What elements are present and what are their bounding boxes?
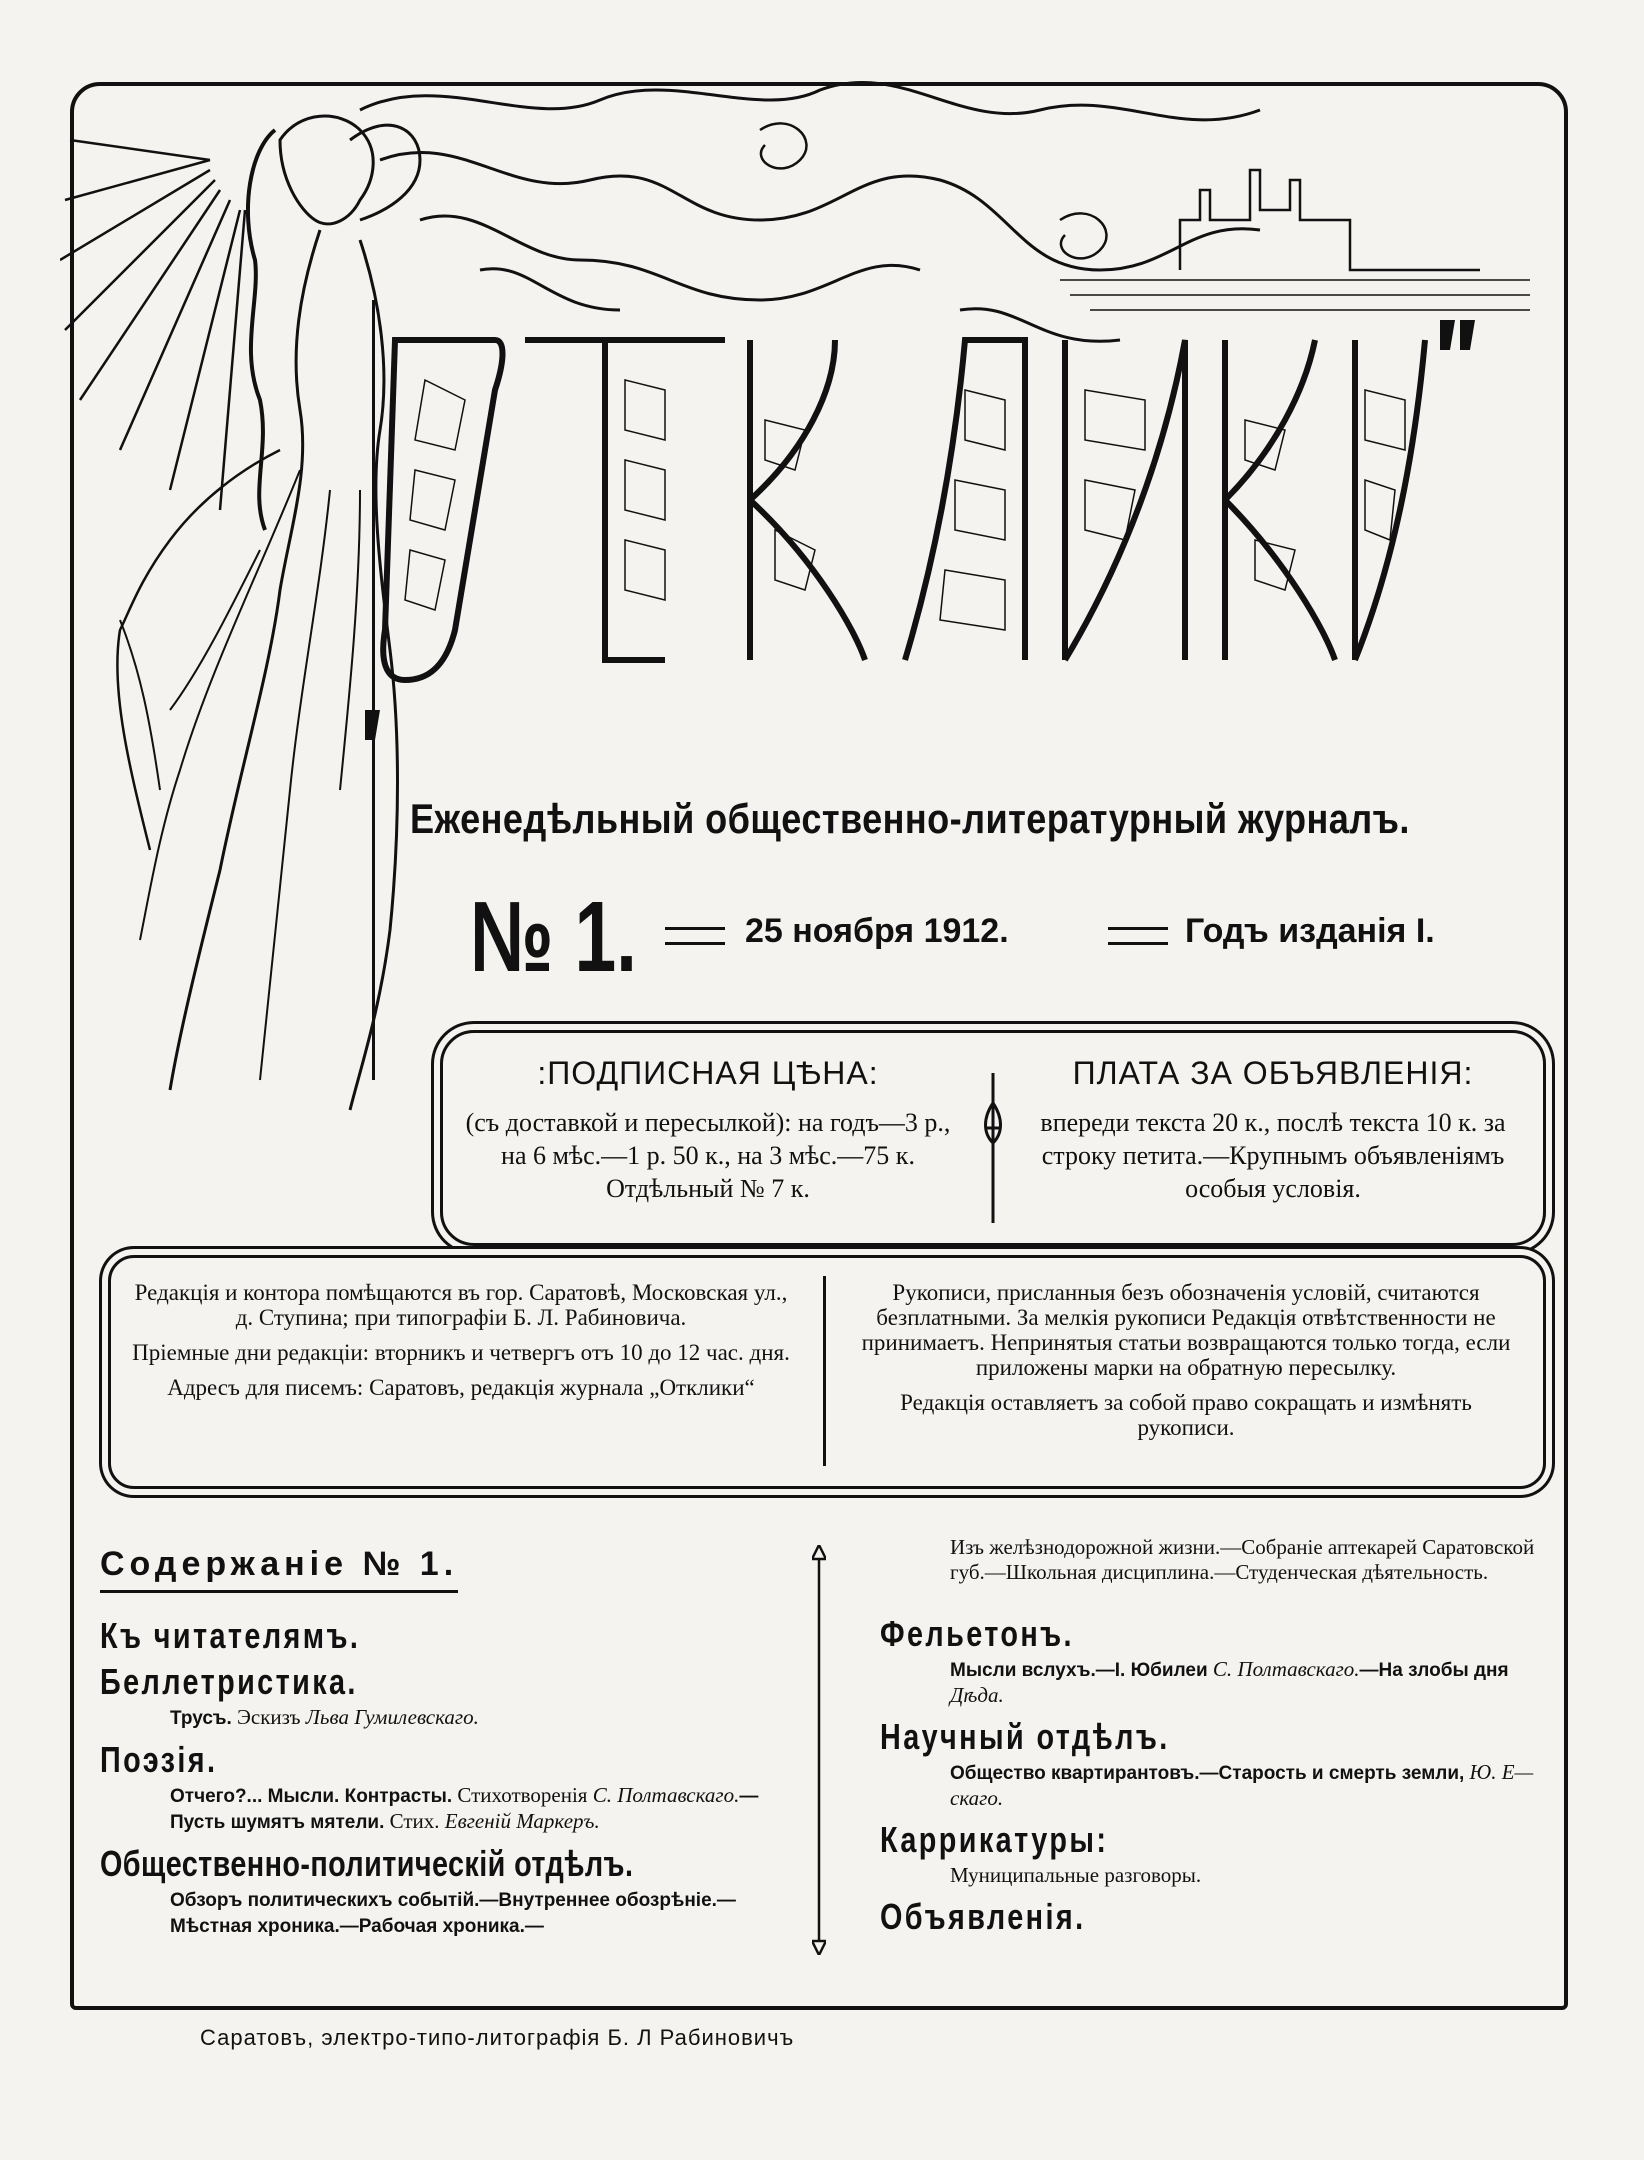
- entry-science: Общество квартирантовъ.—Старость и смерть земли, Ю. Е—скаго.: [950, 1760, 1534, 1810]
- contents-title: Содержаніе № 1.: [100, 1545, 458, 1593]
- title-letter-l: [905, 340, 1025, 660]
- editorial-box: [108, 1255, 1546, 1489]
- woman-arm-drape: [117, 450, 280, 850]
- section-poetry: Поэзія.: [100, 1739, 218, 1780]
- printer-imprint: Саратовъ, электро-типо-литографія Б. Л Рабиновичъ: [200, 2025, 795, 2050]
- section-science: Научный отдѣлъ.: [880, 1716, 1170, 1757]
- city-skyline: [1180, 170, 1480, 270]
- entry-feuilleton: Мысли вслухъ.—I. Юбилеи С. Полтавскаго.—На злобы дня Дѣда.: [950, 1657, 1509, 1707]
- title-letter-i1: [1065, 340, 1185, 660]
- editorial-right-column: [856, 1280, 1516, 1450]
- issue-date: 25 ноября 1912.: [745, 912, 1009, 950]
- ads-text: впереди текста 20 к., послѣ текста 10 к. за строку петита.—Крупнымъ объявленіямъ особыя условія.: [1040, 1108, 1506, 1203]
- stone-texture: [405, 380, 1405, 630]
- editorial-address: Редакція и контора помѣщаются въ гор. Саратовѣ, Московская ул., д. Ступина; при типографіи Б. Л. Рабиновича.: [134, 1280, 788, 1330]
- editorial-manuscripts: Рукописи, присланныя безъ обозначенія условій, считаются безплатными. За мелкія рукописи Редакція отвѣтственности не принимаетъ. Непринятыя статьи возвращаются только тогда, если приложены марки на обратную пересылку.: [861, 1280, 1511, 1380]
- closing-quote-mark: [1440, 320, 1475, 350]
- woman-body: [170, 230, 398, 1110]
- entry-poetry: Отчего?... Мысли. Контрасты. Стихотворенія С. Полтавскаго.—Пусть шумятъ мятели. Стих. Евгеній Маркеръ.: [170, 1783, 759, 1833]
- issue-info-row: [470, 880, 1550, 993]
- double-dash: [665, 927, 725, 945]
- issue-year: Годъ изданія I.: [1185, 912, 1435, 950]
- section-social-political: Общественно-политическій отдѣлъ.: [100, 1843, 634, 1884]
- pricing-box: [440, 1030, 1546, 1246]
- title-letter-k1: [750, 340, 865, 660]
- ornament-icon: [978, 1073, 1008, 1223]
- section-to-readers: Къ читателямъ.: [100, 1615, 361, 1656]
- ads-column: [1028, 1055, 1518, 1205]
- editorial-left-column: [131, 1280, 791, 1410]
- editorial-divider: [823, 1276, 840, 1466]
- subscription-text: (съ доставкой и пересылкой): на годъ—3 р., на 6 мѣс.—1 р. 50 к., на 3 мѣс.—75 к. Отдѣльный № 7 к.: [465, 1108, 951, 1203]
- contents-left: [100, 1545, 790, 1947]
- entry-social-political: Обзоръ политическихъ событій.—Внутреннее обозрѣніе.—Мѣстная хроника.—Рабочая хроника.—: [170, 1890, 736, 1937]
- smoke-curl: [760, 123, 1106, 258]
- double-dash: [1108, 927, 1168, 945]
- entry-fiction: Трусъ. Эскизъ Льва Гумилевскаго.: [170, 1705, 479, 1729]
- contents-right: [880, 1535, 1540, 1940]
- entry-continuation: Изъ желѣзнодорожной жизни.—Собраніе аптекарей Саратовской губ.—Школьная дисциплина.—Студенческая дѣятельность.: [950, 1535, 1535, 1584]
- ads-title: ПЛАТА ЗА ОБЪЯВЛЕНІЯ:: [1072, 1055, 1474, 1091]
- section-advertisements: Объявленія.: [880, 1896, 1086, 1937]
- sun-rays: [60, 140, 245, 510]
- entry-caricatures: Муниципальные разговоры.: [950, 1863, 1202, 1887]
- editorial-reception: Пріемные дни редакціи: вторникъ и четвергъ отъ 10 до 12 час. дня.: [132, 1340, 790, 1365]
- title-letter-o: [383, 340, 502, 680]
- editorial-mail-address: Адресъ для писемъ: Саратовъ, редакція журнала „Отклики“: [167, 1375, 755, 1400]
- contents-divider: [812, 1545, 826, 1955]
- masthead-inner-line: [372, 300, 375, 1080]
- subscription-column: [463, 1055, 953, 1205]
- section-caricatures: Каррикатуры:: [880, 1819, 1109, 1860]
- woman-arm: [350, 125, 420, 220]
- section-feuilleton: Фельетонъ.: [880, 1613, 1074, 1654]
- editorial-rights: Редакція оставляетъ за собой право сокращать и измѣнять рукописи.: [900, 1390, 1472, 1440]
- journal-subtitle: Еженедѣльный общественно-литературный журналъ.: [410, 795, 1410, 842]
- woman-hair: [248, 130, 275, 530]
- issue-number: № 1.: [470, 881, 637, 993]
- subscription-title: :ПОДПИСНАЯ ЦѢНА:: [537, 1055, 879, 1091]
- section-fiction: Беллетристика.: [100, 1661, 358, 1702]
- title-letter-k2: [1225, 340, 1335, 660]
- masthead-title-art: [365, 300, 1500, 740]
